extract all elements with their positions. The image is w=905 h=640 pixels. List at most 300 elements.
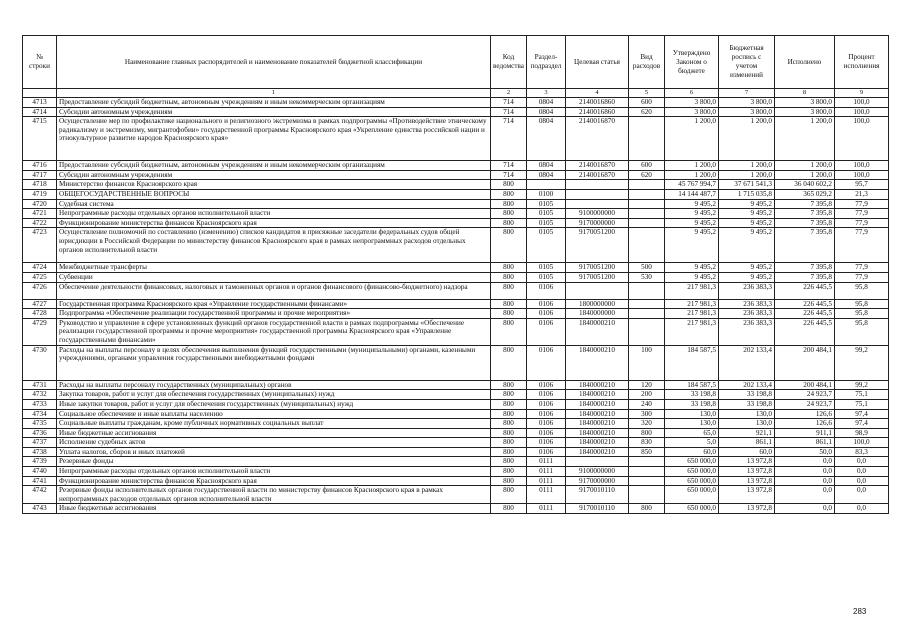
row-executed: 50,0 xyxy=(775,447,835,457)
table-row xyxy=(23,161,889,171)
row-executed: 226 445,5 xyxy=(775,282,835,299)
row-name: Субвенции xyxy=(57,272,491,282)
row-budget-schedule: 9 495,2 xyxy=(719,199,775,209)
row-number: 4718 xyxy=(23,180,57,190)
table-row xyxy=(23,438,889,448)
row-target-item: 1840000210 xyxy=(566,318,629,345)
row-section: 0105 xyxy=(527,272,566,282)
row-budget-schedule: 236 383,3 xyxy=(719,282,775,299)
row-budget-schedule: 130,0 xyxy=(719,409,775,419)
row-executed: 36 040 602,2 xyxy=(775,180,835,190)
row-approved: 184 587,5 xyxy=(665,380,719,390)
row-number: 4719 xyxy=(23,189,57,199)
row-budget-schedule: 1 715 035,8 xyxy=(719,189,775,199)
row-expense-type: 200 xyxy=(629,390,665,400)
row-budget-schedule: 1 200,0 xyxy=(719,170,775,180)
row-target-item: 1840000210 xyxy=(566,419,629,429)
row-expense-type xyxy=(629,457,665,467)
row-name: Руководство и управление в сфере установленных функций органов государственной власти в рамках подпрограммы «Обеспечение реализации государственной программы и прочие мероприятия» государственной программы Красноярского края «Управление государственными финансами» xyxy=(57,318,491,345)
table-row xyxy=(23,282,889,299)
row-executed: 126,6 xyxy=(775,409,835,419)
row-section: 0804 xyxy=(527,107,566,117)
row-executed: 7 395,8 xyxy=(775,218,835,228)
row-name: Расходы на выплаты персоналу государственных (муниципальных) органов xyxy=(57,380,491,390)
row-approved: 184 587,5 xyxy=(665,345,719,380)
column-number: 2 xyxy=(491,89,527,98)
row-section: 0106 xyxy=(527,345,566,380)
table-row xyxy=(23,218,889,228)
header-budget-schedule: Бюджетная роспись с учетом изменений xyxy=(719,36,775,89)
row-department-code: 800 xyxy=(491,199,527,209)
row-percent: 0,0 xyxy=(835,476,889,486)
row-section: 0804 xyxy=(527,170,566,180)
row-name: Закупка товаров, работ и услуг для обеспечения государственных (муниципальных) нужд xyxy=(57,390,491,400)
row-name: Иные бюджетные ассигнования xyxy=(57,428,491,438)
row-approved: 650 000,0 xyxy=(665,476,719,486)
row-section: 0106 xyxy=(527,428,566,438)
row-executed: 911,1 xyxy=(775,428,835,438)
row-section: 0105 xyxy=(527,199,566,209)
row-approved: 650 000,0 xyxy=(665,486,719,504)
row-percent: 98,9 xyxy=(835,428,889,438)
row-section: 0105 xyxy=(527,228,566,263)
row-section: 0105 xyxy=(527,263,566,273)
row-budget-schedule: 9 495,2 xyxy=(719,218,775,228)
row-executed: 0,0 xyxy=(775,467,835,477)
row-number: 4736 xyxy=(23,428,57,438)
row-number: 4721 xyxy=(23,209,57,219)
row-approved: 3 800,0 xyxy=(665,98,719,108)
row-target-item: 1840000210 xyxy=(566,390,629,400)
header-row-number: № строки xyxy=(23,36,57,89)
table-row xyxy=(23,457,889,467)
row-percent: 0,0 xyxy=(835,486,889,504)
row-section: 0100 xyxy=(527,189,566,199)
row-department-code: 800 xyxy=(491,189,527,199)
row-expense-type: 100 xyxy=(629,345,665,380)
row-expense-type xyxy=(629,282,665,299)
row-expense-type: 320 xyxy=(629,419,665,429)
row-percent: 95,8 xyxy=(835,309,889,319)
row-department-code: 800 xyxy=(491,438,527,448)
row-number: 4733 xyxy=(23,399,57,409)
row-section: 0111 xyxy=(527,486,566,504)
row-budget-schedule: 236 383,3 xyxy=(719,309,775,319)
row-percent: 21,3 xyxy=(835,189,889,199)
header-approved: Утверждено Законом о бюджете xyxy=(665,36,719,89)
row-percent: 0,0 xyxy=(835,457,889,467)
row-budget-schedule: 13 972,8 xyxy=(719,504,775,514)
row-percent: 100,0 xyxy=(835,98,889,108)
row-name: Резервные фонды исполнительных органов государственной власти по министерству финансов Красноярского края в рамках непрограммных расходов отдельных органов исполнительной власти xyxy=(57,486,491,504)
row-department-code: 800 xyxy=(491,309,527,319)
row-approved: 14 144 487,7 xyxy=(665,189,719,199)
row-target-item: 2140016860 xyxy=(566,98,629,108)
table-row xyxy=(23,419,889,429)
row-section: 0106 xyxy=(527,380,566,390)
row-executed: 7 395,8 xyxy=(775,209,835,219)
table-body xyxy=(23,98,889,514)
row-approved: 217 981,3 xyxy=(665,299,719,309)
header-department-code: Код ведомства xyxy=(491,36,527,89)
row-number: 4717 xyxy=(23,170,57,180)
row-department-code: 714 xyxy=(491,117,527,161)
row-executed: 3 800,0 xyxy=(775,98,835,108)
column-number xyxy=(23,89,57,98)
row-section: 0804 xyxy=(527,117,566,161)
row-section: 0106 xyxy=(527,390,566,400)
row-target-item: 1840000000 xyxy=(566,309,629,319)
row-budget-schedule: 236 383,3 xyxy=(719,299,775,309)
table-row xyxy=(23,170,889,180)
row-name: Предоставление субсидий бюджетным, автономным учреждениям и иным некоммерческим организациям xyxy=(57,161,491,171)
table-row xyxy=(23,117,889,161)
row-section: 0106 xyxy=(527,309,566,319)
column-number: 5 xyxy=(629,89,665,98)
row-number: 4730 xyxy=(23,345,57,380)
row-approved: 130,0 xyxy=(665,419,719,429)
row-budget-schedule: 9 495,2 xyxy=(719,272,775,282)
row-budget-schedule: 33 198,8 xyxy=(719,390,775,400)
row-number: 4715 xyxy=(23,117,57,161)
row-department-code: 800 xyxy=(491,504,527,514)
row-department-code: 714 xyxy=(491,161,527,171)
row-expense-type xyxy=(629,318,665,345)
row-target-item: 9170010110 xyxy=(566,504,629,514)
row-department-code: 800 xyxy=(491,282,527,299)
row-section: 0105 xyxy=(527,209,566,219)
row-number: 4739 xyxy=(23,457,57,467)
row-name: Функционирование министерства финансов Красноярского края xyxy=(57,476,491,486)
row-approved: 9 495,2 xyxy=(665,218,719,228)
row-percent: 97,4 xyxy=(835,409,889,419)
row-target-item: 9170051200 xyxy=(566,272,629,282)
row-name: Осуществление мер по профилактике национального и религиозного экстремизма в рамках подпрограммы «Противодействие этническому радикализму и экстремизму, мигрантофобии» государственной программы Красноярского края «Укрепление единства российской нации и этнокультурное развитие народов Красноярского края» xyxy=(57,117,491,161)
row-expense-type: 240 xyxy=(629,399,665,409)
row-department-code: 714 xyxy=(491,170,527,180)
row-target-item: 9170010110 xyxy=(566,486,629,504)
row-number: 4725 xyxy=(23,272,57,282)
row-approved: 5,0 xyxy=(665,438,719,448)
row-department-code: 800 xyxy=(491,486,527,504)
row-number: 4720 xyxy=(23,199,57,209)
row-approved: 9 495,2 xyxy=(665,272,719,282)
row-target-item: 2140016870 xyxy=(566,161,629,171)
row-target-item: 1840000210 xyxy=(566,409,629,419)
row-expense-type: 600 xyxy=(629,98,665,108)
row-executed: 7 395,8 xyxy=(775,228,835,263)
row-expense-type: 800 xyxy=(629,428,665,438)
row-name: Функционирование министерства финансов Красноярского края xyxy=(57,218,491,228)
row-target-item: 9170000000 xyxy=(566,218,629,228)
row-budget-schedule: 921,1 xyxy=(719,428,775,438)
row-expense-type: 500 xyxy=(629,263,665,273)
row-section: 0804 xyxy=(527,161,566,171)
row-department-code: 800 xyxy=(491,467,527,477)
row-section: 0111 xyxy=(527,476,566,486)
row-approved: 217 981,3 xyxy=(665,318,719,345)
row-name: ОБЩЕГОСУДАРСТВЕННЫЕ ВОПРОСЫ xyxy=(57,189,491,199)
row-budget-schedule: 202 133,4 xyxy=(719,380,775,390)
row-approved: 65,0 xyxy=(665,428,719,438)
row-approved: 9 495,2 xyxy=(665,199,719,209)
row-percent: 77,9 xyxy=(835,199,889,209)
row-section: 0106 xyxy=(527,409,566,419)
row-percent: 77,9 xyxy=(835,272,889,282)
row-executed: 1 200,0 xyxy=(775,161,835,171)
row-department-code: 800 xyxy=(491,409,527,419)
row-approved: 60,0 xyxy=(665,447,719,457)
row-name: Социальное обеспечение и иные выплаты населению xyxy=(57,409,491,419)
row-target-item: 9100000000 xyxy=(566,467,629,477)
row-executed: 0,0 xyxy=(775,476,835,486)
row-budget-schedule: 1 200,0 xyxy=(719,161,775,171)
row-expense-type xyxy=(629,189,665,199)
row-approved: 650 000,0 xyxy=(665,504,719,514)
row-approved: 217 981,3 xyxy=(665,309,719,319)
row-number: 4740 xyxy=(23,467,57,477)
row-percent: 75,1 xyxy=(835,399,889,409)
row-expense-type xyxy=(629,228,665,263)
row-executed: 3 800,0 xyxy=(775,107,835,117)
row-executed: 200 484,1 xyxy=(775,380,835,390)
row-expense-type xyxy=(629,476,665,486)
row-approved: 9 495,2 xyxy=(665,263,719,273)
row-expense-type: 620 xyxy=(629,170,665,180)
row-expense-type xyxy=(629,117,665,161)
row-section: 0105 xyxy=(527,218,566,228)
row-expense-type xyxy=(629,199,665,209)
row-target-item: 1800000000 xyxy=(566,299,629,309)
row-target-item: 2140016870 xyxy=(566,117,629,161)
row-percent: 95,8 xyxy=(835,318,889,345)
row-expense-type: 830 xyxy=(629,438,665,448)
row-number: 4734 xyxy=(23,409,57,419)
row-percent: 0,0 xyxy=(835,467,889,477)
row-name: Исполнение судебных актов xyxy=(57,438,491,448)
row-department-code: 800 xyxy=(491,419,527,429)
row-name: Судебная система xyxy=(57,199,491,209)
row-percent: 77,9 xyxy=(835,228,889,263)
column-number: 6 xyxy=(665,89,719,98)
row-department-code: 800 xyxy=(491,318,527,345)
row-expense-type: 850 xyxy=(629,447,665,457)
row-budget-schedule: 13 972,8 xyxy=(719,476,775,486)
table-header xyxy=(23,36,889,98)
row-department-code: 714 xyxy=(491,107,527,117)
header-percent: Процент исполнения xyxy=(835,36,889,89)
row-section: 0111 xyxy=(527,467,566,477)
row-target-item xyxy=(566,199,629,209)
row-number: 4732 xyxy=(23,390,57,400)
row-executed: 1 200,0 xyxy=(775,117,835,161)
row-section xyxy=(527,180,566,190)
table-row xyxy=(23,447,889,457)
row-approved: 33 198,8 xyxy=(665,390,719,400)
row-expense-type xyxy=(629,486,665,504)
row-name: Обеспечение деятельности финансовых, налоговых и таможенных органов и органов финансового (финансово-бюджетного) надзора xyxy=(57,282,491,299)
row-expense-type xyxy=(629,309,665,319)
row-approved: 45 767 994,7 xyxy=(665,180,719,190)
row-name: Осуществление полномочий по составлению (изменению) списков кандидатов в присяжные заседатели федеральных судов общей юрисдикции в Российской Федерации по министерству финансов Красноярского края в рамках непрограммных расходов отдельных органов исполнительной власти xyxy=(57,228,491,263)
row-percent: 100,0 xyxy=(835,161,889,171)
row-number: 4723 xyxy=(23,228,57,263)
table-row xyxy=(23,263,889,273)
row-department-code: 800 xyxy=(491,263,527,273)
row-approved: 9 495,2 xyxy=(665,228,719,263)
row-expense-type xyxy=(629,467,665,477)
row-expense-type: 800 xyxy=(629,504,665,514)
row-department-code: 800 xyxy=(491,447,527,457)
page-number: 283 xyxy=(853,607,867,616)
row-target-item xyxy=(566,282,629,299)
row-executed: 861,1 xyxy=(775,438,835,448)
row-percent: 75,1 xyxy=(835,390,889,400)
row-section: 0106 xyxy=(527,438,566,448)
row-department-code: 800 xyxy=(491,209,527,219)
row-name: Субсидии автономным учреждениям xyxy=(57,107,491,117)
row-section: 0106 xyxy=(527,419,566,429)
row-department-code: 800 xyxy=(491,299,527,309)
row-number: 4724 xyxy=(23,263,57,273)
row-approved: 1 200,0 xyxy=(665,117,719,161)
row-department-code: 800 xyxy=(491,272,527,282)
table-row xyxy=(23,299,889,309)
column-number: 7 xyxy=(719,89,775,98)
table-row xyxy=(23,180,889,190)
row-expense-type xyxy=(629,299,665,309)
row-number: 4737 xyxy=(23,438,57,448)
table-row xyxy=(23,199,889,209)
row-approved: 1 200,0 xyxy=(665,170,719,180)
row-target-item: 9170051200 xyxy=(566,263,629,273)
row-number: 4742 xyxy=(23,486,57,504)
row-section: 0106 xyxy=(527,282,566,299)
row-budget-schedule: 861,1 xyxy=(719,438,775,448)
column-number: 1 xyxy=(57,89,491,98)
column-number: 9 xyxy=(835,89,889,98)
row-executed: 24 923,7 xyxy=(775,390,835,400)
row-target-item: 1840000210 xyxy=(566,447,629,457)
table-row xyxy=(23,504,889,514)
row-number: 4722 xyxy=(23,218,57,228)
table-row xyxy=(23,209,889,219)
row-name: Межбюджетные трансферты xyxy=(57,263,491,273)
table-row xyxy=(23,309,889,319)
row-name: Иные закупки товаров, работ и услуг для обеспечения государственных (муниципальных) нужд xyxy=(57,399,491,409)
row-budget-schedule: 13 972,8 xyxy=(719,457,775,467)
row-target-item: 1840000210 xyxy=(566,345,629,380)
row-approved: 33 198,8 xyxy=(665,399,719,409)
row-percent: 100,0 xyxy=(835,438,889,448)
row-budget-schedule: 37 671 541,3 xyxy=(719,180,775,190)
row-expense-type: 300 xyxy=(629,409,665,419)
row-section: 0106 xyxy=(527,318,566,345)
row-department-code: 800 xyxy=(491,228,527,263)
row-target-item: 9170000000 xyxy=(566,476,629,486)
row-section: 0111 xyxy=(527,457,566,467)
row-name: Непрограммные расходы отдельных органов исполнительной власти xyxy=(57,467,491,477)
header-section: Раздел-подраздел xyxy=(527,36,566,89)
row-budget-schedule: 202 133,4 xyxy=(719,345,775,380)
column-number: 8 xyxy=(775,89,835,98)
table-row xyxy=(23,390,889,400)
row-section: 0804 xyxy=(527,98,566,108)
header-expense-type: Вид расходов xyxy=(629,36,665,89)
row-executed: 226 445,5 xyxy=(775,318,835,345)
header-name: Наименование главных распорядителей и наименование показателей бюджетной классификации xyxy=(57,36,491,89)
table-row xyxy=(23,345,889,380)
row-budget-schedule: 13 972,8 xyxy=(719,467,775,477)
row-name: Министерство финансов Красноярского края xyxy=(57,180,491,190)
row-department-code: 800 xyxy=(491,380,527,390)
row-expense-type xyxy=(629,218,665,228)
row-number: 4713 xyxy=(23,98,57,108)
row-executed: 7 395,8 xyxy=(775,263,835,273)
row-department-code: 800 xyxy=(491,457,527,467)
row-executed: 226 445,5 xyxy=(775,309,835,319)
row-percent: 77,9 xyxy=(835,263,889,273)
column-number: 3 xyxy=(527,89,566,98)
row-executed: 0,0 xyxy=(775,457,835,467)
row-expense-type: 120 xyxy=(629,380,665,390)
row-executed: 200 484,1 xyxy=(775,345,835,380)
row-name: Государственная программа Красноярского края «Управление государственными финансами» xyxy=(57,299,491,309)
row-percent: 100,0 xyxy=(835,107,889,117)
table-row xyxy=(23,107,889,117)
row-number: 4738 xyxy=(23,447,57,457)
row-name: Расходы на выплаты персоналу в целях обеспечения выполнения функций государственными (муниципальными) органами, казенными учреждениями, органами управления государственными внебюджетными фондами xyxy=(57,345,491,380)
row-number: 4729 xyxy=(23,318,57,345)
row-department-code: 800 xyxy=(491,390,527,400)
table-row xyxy=(23,467,889,477)
row-target-item: 1840000210 xyxy=(566,428,629,438)
row-name: Уплата налогов, сборов и иных платежей xyxy=(57,447,491,457)
row-name: Предоставление субсидий бюджетным, автономным учреждениям и иным некоммерческим организациям xyxy=(57,98,491,108)
row-target-item: 1840000210 xyxy=(566,399,629,409)
row-budget-schedule: 1 200,0 xyxy=(719,117,775,161)
row-target-item: 9100000000 xyxy=(566,209,629,219)
row-budget-schedule: 236 383,3 xyxy=(719,318,775,345)
row-executed: 24 923,7 xyxy=(775,399,835,409)
row-target-item: 1840000210 xyxy=(566,438,629,448)
table-row xyxy=(23,399,889,409)
row-percent: 95,8 xyxy=(835,299,889,309)
row-target-item: 9170051200 xyxy=(566,228,629,263)
row-number: 4741 xyxy=(23,476,57,486)
row-target-item: 2140016860 xyxy=(566,107,629,117)
row-budget-schedule: 130,0 xyxy=(719,419,775,429)
row-percent: 99,2 xyxy=(835,380,889,390)
row-number: 4727 xyxy=(23,299,57,309)
row-expense-type xyxy=(629,180,665,190)
row-expense-type: 530 xyxy=(629,272,665,282)
row-name: Социальные выплаты гражданам, кроме публичных нормативных социальных выплат xyxy=(57,419,491,429)
row-budget-schedule: 9 495,2 xyxy=(719,228,775,263)
row-executed: 0,0 xyxy=(775,504,835,514)
table-row xyxy=(23,476,889,486)
row-department-code: 714 xyxy=(491,98,527,108)
table-row xyxy=(23,428,889,438)
row-name: Иные бюджетные ассигнования xyxy=(57,504,491,514)
row-name: Непрограммные расходы отдельных органов исполнительной власти xyxy=(57,209,491,219)
row-executed: 1 200,0 xyxy=(775,170,835,180)
row-executed: 226 445,5 xyxy=(775,299,835,309)
row-number: 4728 xyxy=(23,309,57,319)
row-approved: 3 800,0 xyxy=(665,107,719,117)
budget-table xyxy=(22,35,889,514)
row-approved: 650 000,0 xyxy=(665,467,719,477)
